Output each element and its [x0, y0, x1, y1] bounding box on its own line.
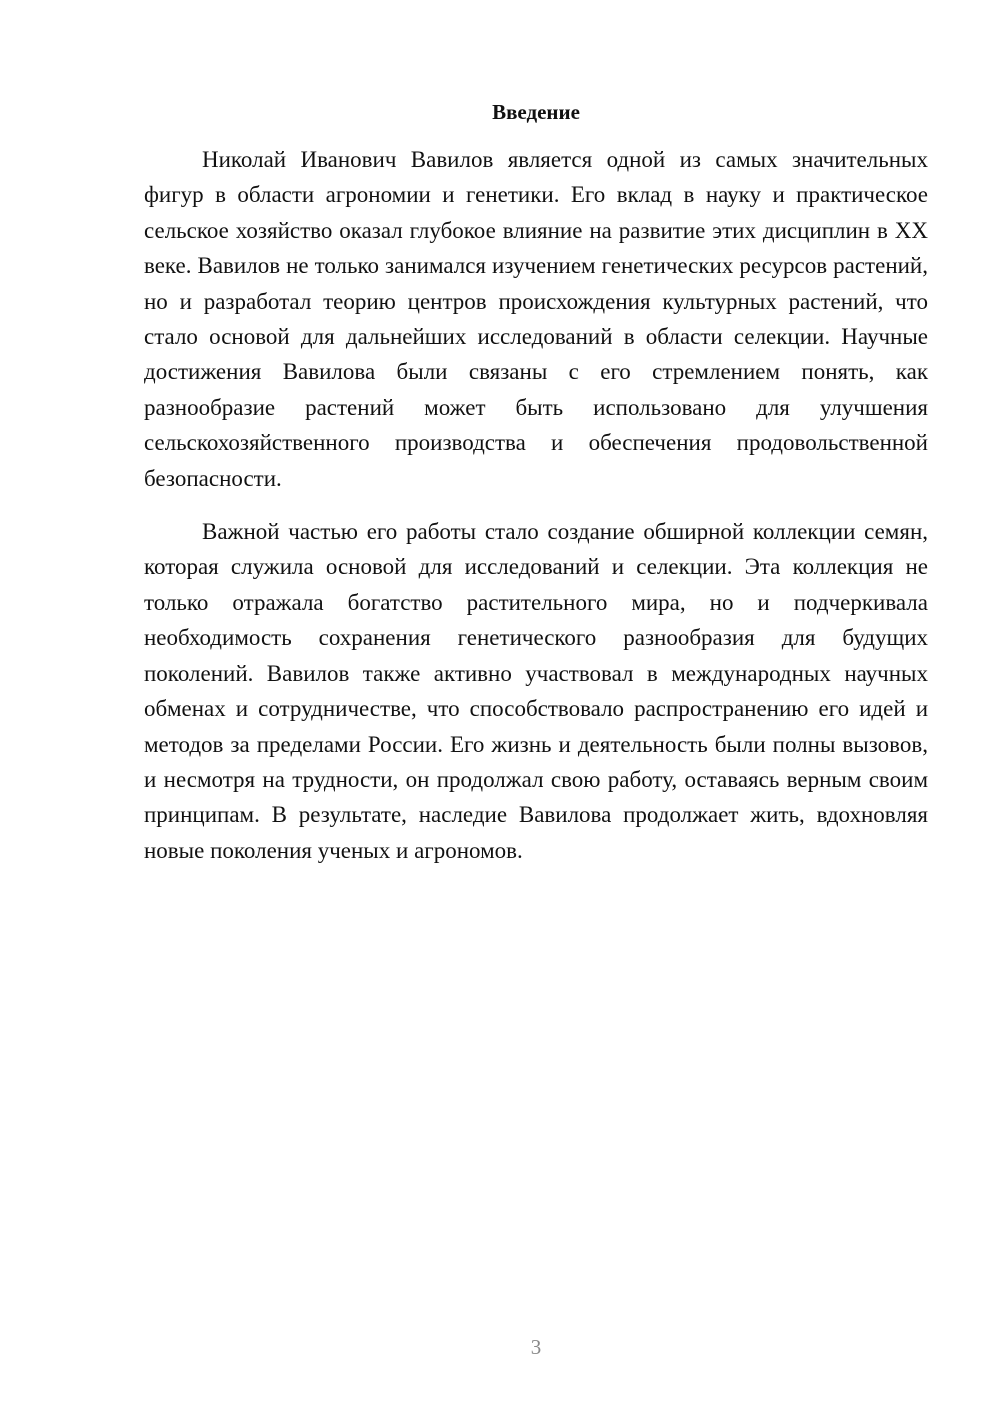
- paragraph-2: Важной частью его работы стало создание обширной коллекции семян, которая служила основой для исследований и селекции. Эта коллекция не только отражала богатство растительного мира, но и подчеркивала необходимость сохранения генетического разнообразия для будущих поколений. Вавилов также активно участвовал в международных научных обменах и сотрудничестве, что способствовало распространению его идей и методов за пределами России. Его жизнь и деятельность были полны вызовов, и несмотря на трудности, он продолжал свою работу, оставаясь верным своим принципам. В результате, наследие Вавилова продолжает жить, вдохновляя новые поколения ученых и агрономов.: [144, 519, 928, 863]
- document-body: [144, 142, 928, 886]
- paragraph-1: Николай Иванович Вавилов является одной из самых значительных фигур в области агрономии и генетики. Его вклад в науку и практическое сельское хозяйство оказал глубокое влияние на развитие этих дисциплин в XX веке. Вавилов не только занимался изучением генетических ресурсов растений, но и разработал теорию центров происхождения культурных растений, что стало основой для дальнейших исследований в области селекции. Научные достижения Вавилова были связаны с его стремлением понять, как разнообразие растений может быть использовано для улучшения сельскохозяйственного производства и обеспечения продовольственной безопасности.: [144, 147, 928, 491]
- page-title: Введение: [492, 100, 580, 124]
- page-number: 3: [530, 1335, 542, 1359]
